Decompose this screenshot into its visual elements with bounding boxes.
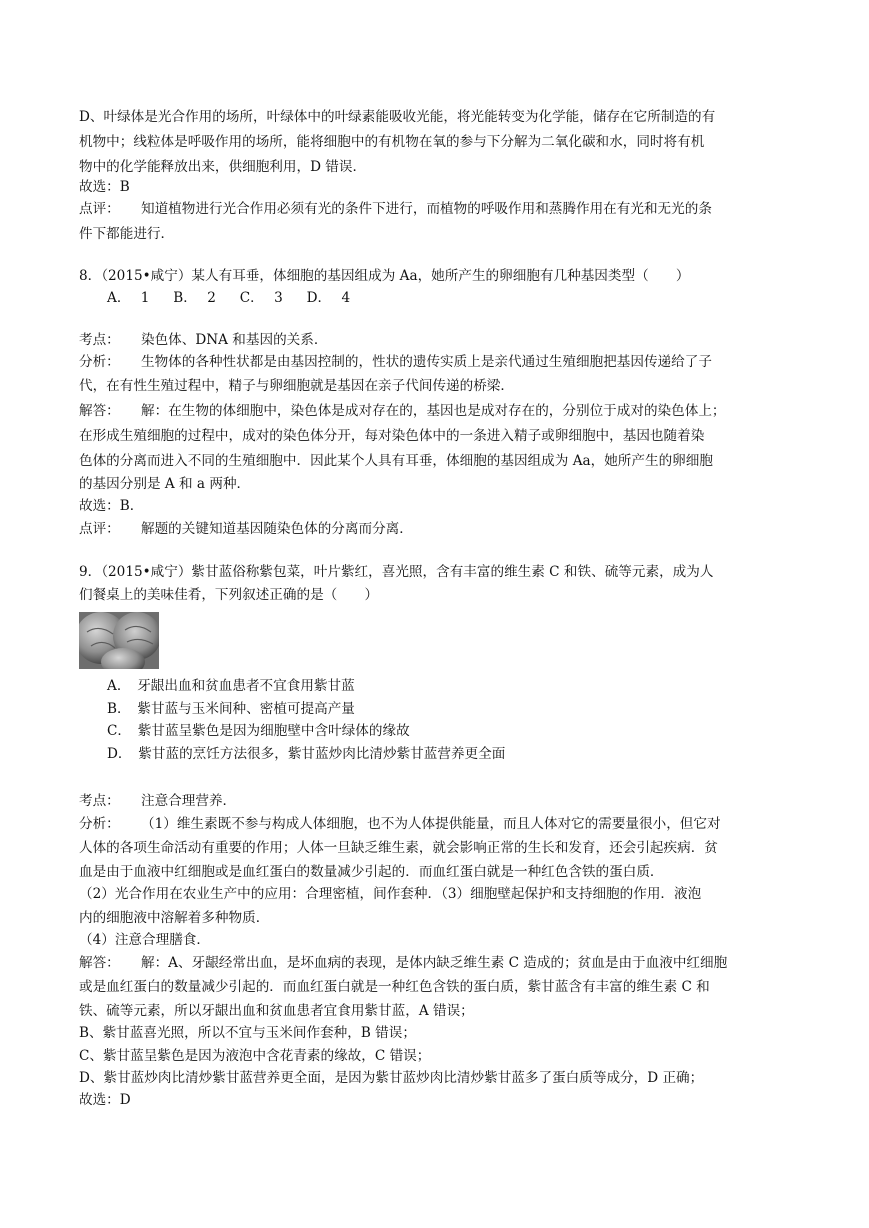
comment-label: 点评： (79, 521, 120, 537)
q8-jieda-cont: 的基因分别是 A 和 a 两种． (79, 476, 251, 492)
kaodian-text: 染色体、DNA 和基因的关系． (141, 332, 328, 348)
q9-jieda-d: D、紫甘蓝炒肉比清炒紫甘蓝营养更全面，是因为紫甘蓝炒肉比清炒紫甘蓝多了蛋白质等成分，D 正确； (79, 1070, 704, 1086)
fenxi-label: 分析： (79, 354, 120, 370)
q7-option-d-analysis-line: 物中的化学能释放出来，供细胞利用，D 错误． (79, 159, 367, 175)
kaodian-text: 注意合理营养． (141, 793, 237, 809)
fenxi-text: 生物体的各种性状都是由基因控制的，性状的遗传实质上是亲代通过生殖细胞把基因传递给了子 (141, 354, 712, 370)
q9-option-c: C． 紫甘蓝呈紫色是因为细胞壁中含叶绿体的缘故 (107, 723, 410, 739)
jieda-label: 解答： (79, 403, 120, 419)
comment-label: 点评： (79, 201, 120, 217)
q9-jieda-b: B、紫甘蓝喜光照，所以不宜与玉米间作套种，B 错误； (79, 1025, 416, 1041)
kaodian-label: 考点： (79, 793, 120, 809)
q9-kaodian (79, 791, 236, 811)
q9-stem: 9．（2015•咸宁）紫甘蓝俗称紫包菜，叶片紫红，喜光照，含有丰富的维生素 C 和铁、硫等元素，成为人 (79, 564, 714, 580)
q8-jieda-cont: 色体的分离而进入不同的生殖细胞中．因此某个人具有耳垂，体细胞的基因组成为 Aa，她所产生的卵细胞 (79, 453, 713, 469)
q7-option-d-analysis-line: 机物中；线粒体是呼吸作用的场所，能将细胞中的有机物在氧的参与下分解为二氧化碳和水，同时将有机 (79, 134, 705, 150)
comment-text: 知道植物进行光合作用必须有光的条件下进行，而植物的呼吸作用和蒸腾作用在有光和无光的条 (141, 201, 712, 217)
q9-fenxi (79, 814, 721, 834)
q8-stem: 8．（2015•咸宁）某人有耳垂，体细胞的基因组成为 Aa，她所产生的卵细胞有几种基因类型（ ） (79, 268, 690, 284)
q9-jieda (79, 953, 727, 973)
fenxi-text: （1）维生素既不参与构成人体细胞，也不为人体提供能量，而且人体对它的需要量很小，但它对 (141, 816, 721, 832)
jieda-label: 解答： (79, 955, 120, 971)
q8-comment (79, 519, 413, 539)
jieda-text: 解：在生物的体细胞中，染色体是成对存在的，基因也是成对存在的，分别位于成对的染色体上； (141, 403, 726, 419)
q8-fenxi (79, 352, 712, 372)
q8-answer: 故选：B． (79, 498, 144, 514)
kaodian-label: 考点： (79, 332, 120, 348)
q9-fenxi-cont: 人体的各项生命活动有重要的作用；人体一旦缺乏维生素，就会影响正常的生长和发育，还会引起疾病．贫 (79, 840, 718, 856)
jieda-text: 解：A、牙龈经常出血，是坏血病的表现，是体内缺乏维生素 C 造成的；贫血是由于血液中红细胞 (141, 955, 728, 971)
q9-fenxi-cont: 内的细胞液中溶解着多种物质． (79, 910, 270, 926)
q9-fenxi-cont: （2）光合作用在农业生产中的应用：合理密植，间作套种．（3）细胞壁起保护和支持细胞的作用．液泡 (79, 886, 702, 902)
q8-kaodian (79, 330, 327, 350)
comment-text: 解题的关键知道基因随染色体的分离而分离． (141, 521, 413, 537)
q8-jieda-cont: 在形成生殖细胞的过程中，成对的染色体分开，每对染色体中的一条进入精子或卵细胞中，基因也随着染 (79, 428, 705, 444)
q9-fenxi-cont: 血是由于血液中红细胞或是血红蛋白的数量减少引起的．而血红蛋白就是一种红色含铁的蛋白质． (79, 864, 664, 880)
fenxi-label: 分析： (79, 816, 120, 832)
q9-option-b: B． 紫甘蓝与玉米间种、密植可提高产量 (107, 701, 355, 717)
q9-jieda-cont: 或是血红蛋白的数量减少引起的．而血红蛋白就是一种红色含铁的蛋白质，紫甘蓝含有丰富的维生素 C 和 (79, 979, 710, 995)
q9-jieda-c: C、紫甘蓝呈紫色是因为液泡中含花青素的缘故，C 错误； (79, 1048, 431, 1064)
q9-option-a: A． 牙龈出血和贫血患者不宜食用紫甘蓝 (107, 678, 355, 694)
q7-answer: 故选：B (79, 179, 130, 195)
q7-option-d-analysis-line: D、叶绿体是光合作用的场所，叶绿体中的叶绿素能吸收光能，将光能转变为化学能，储存在它所制造的有 (79, 109, 716, 125)
q9-jieda-cont: 铁、硫等元素，所以牙龈出血和贫血患者宜食用紫甘蓝，A 错误； (79, 1003, 474, 1019)
q9-stem-cont: 们餐桌上的美味佳肴，下列叙述正确的是（ ） (79, 587, 379, 603)
cabbage-image-icon (79, 612, 159, 669)
q7-comment-cont: 件下都能进行． (79, 226, 175, 242)
q8-jieda (79, 401, 726, 421)
purple-cabbage-photo (79, 612, 159, 669)
q9-answer: 故选：D (79, 1092, 131, 1108)
q9-fenxi-cont: （4）注意合理膳食． (79, 932, 210, 948)
q9-option-d: D． 紫甘蓝的烹饪方法很多，紫甘蓝炒肉比清炒紫甘蓝营养更全面 (107, 746, 506, 762)
q8-options: A． 1 B． 2 C． 3 D． 4 (107, 290, 351, 306)
q8-fenxi-cont: 代，在有性生殖过程中，精子与卵细胞就是基因在亲子代间传递的桥梁． (79, 378, 514, 394)
q7-comment (79, 199, 712, 219)
